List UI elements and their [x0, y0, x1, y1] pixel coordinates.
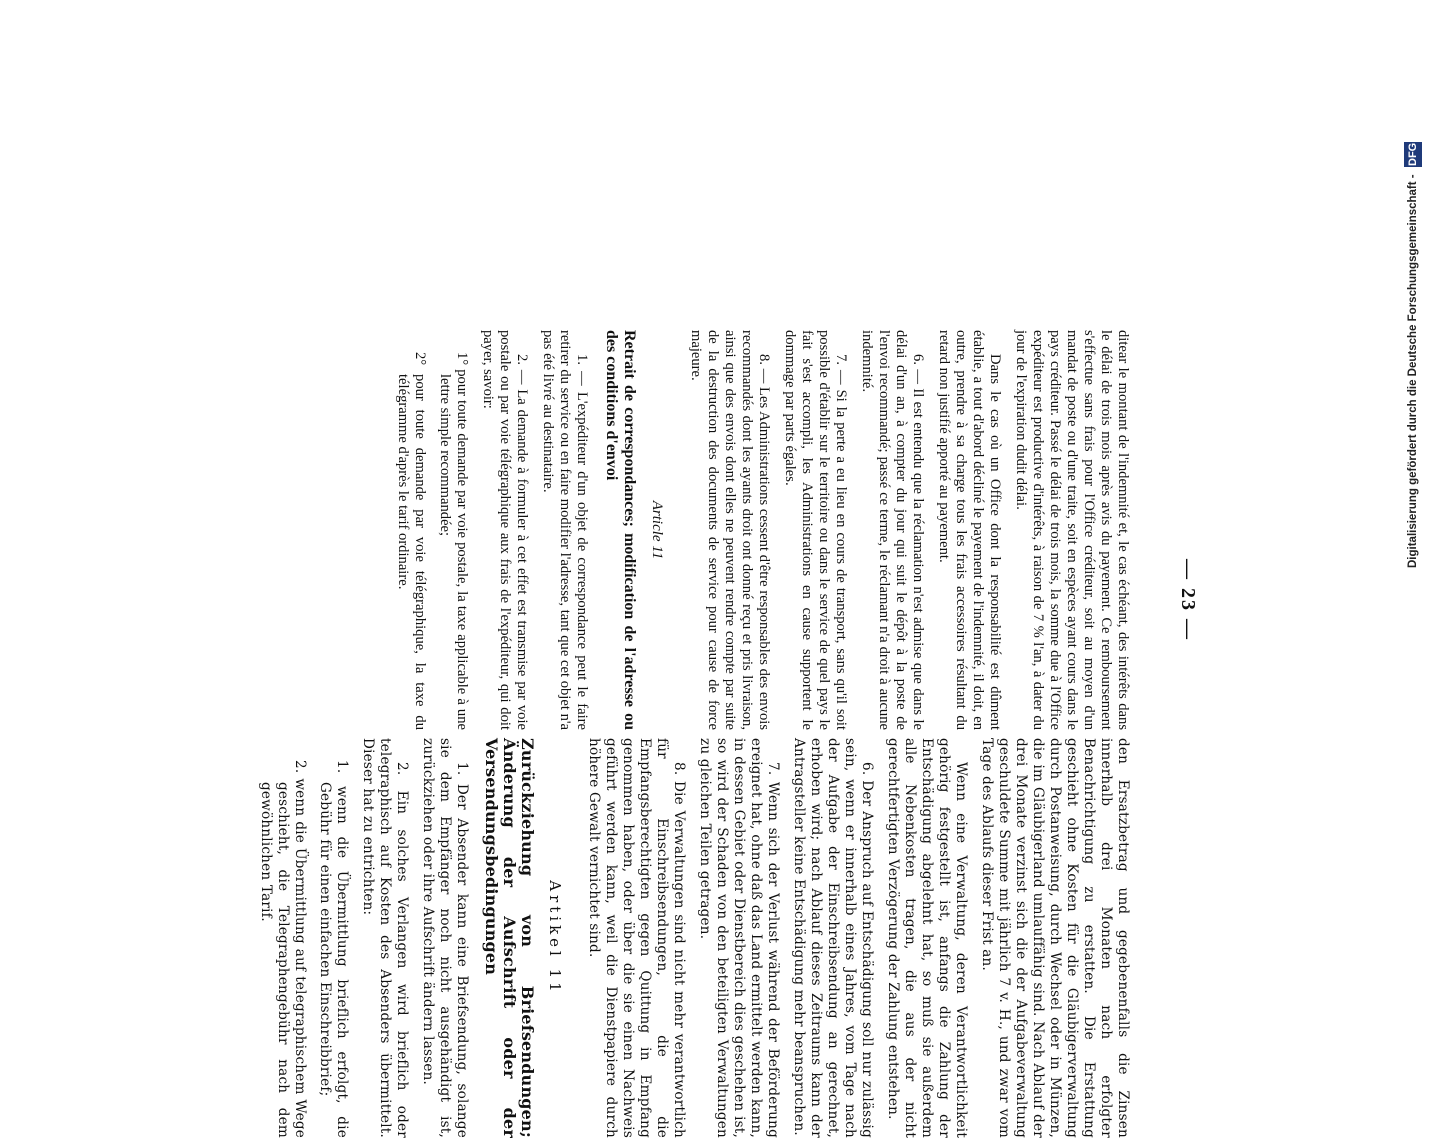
- french-column: [386, 330, 1131, 730]
- french-article-title: Retrait de correspondances; modification de l'adresse ou des conditions d'envoi: [603, 330, 638, 730]
- french-paragraph: 2. — La demande à formuler à cet effet est transmise par voie postale ou par voie télégraphique aux frais de l'expéditeur, qui doit payer, savoir:: [480, 330, 530, 730]
- credit-label: Digitalisierung gefördert durch die Deutsche Forschungsgemeinschaft -: [1407, 174, 1419, 568]
- german-article-heading: Artikel 11: [546, 880, 564, 996]
- german-paragraph: 1. Der Absender kann eine Briefsendung, solange sie dem Empfänger noch nicht ausgehändigt ist, zurückziehen oder ihre Aufschrift ändern lassen.: [420, 738, 470, 1138]
- german-list-item: 1. wenn die Übermittlung brieflich erfolgt, die Gebühr für einen einfachen Einschreibbrief;: [317, 760, 350, 1138]
- french-paragraph: Dans le cas où un Office dont la responsabilité est dûment établie, a tout d'abord décliné le payement de l'indemnité, il doit, en outre, prendre à sa charge tous les frais accessoires résultant du retard non justifié apporté au payement.: [936, 330, 1003, 730]
- german-list-item: 2. wenn die Übermittlung auf telegraphischem Wege geschieht, die Telegraphengebühr nach dem gewöhnlichen Tarif.: [258, 760, 308, 1138]
- german-paragraph: 2. Ein solches Verlangen wird brieflich oder telegraphisch auf Kosten des Absenders übermittelt. Dieser hat zu entrichten:: [360, 738, 410, 1138]
- page-number: — 23 —: [1177, 559, 1199, 641]
- digitization-credit: [1404, 8, 1428, 568]
- german-article-title: Zurückziehung von Briefsendungen; Änderung der Aufschrift oder der Versendungsbedingungen: [482, 738, 537, 1138]
- french-paragraph: ditear le montant de l'indemnité et, le cas échéant, des intérêts dans le délai de trois mois après avis du payement. Ce remboursement s'effectue sans frais pour l'Office créditeur, soit au moyen d'un mandat de poste ou d'une traite, soit en espèces ayant cours dans le pays créditeur. Passé le délai de trois mois, la somme due à l'Office expéditeur est productive d'intérêts, à raison de 7 % l'an, à dater du jour de l'expiration dudit délai.: [1013, 330, 1131, 730]
- german-paragraph: 7. Wenn sich der Verlust während der Beförderung ereignet hat, ohne daß das Land ermittelt werden kann, in dessen Gebiet oder Dienstbereich dies geschehen ist, so wird der Schaden von den beteiligten Verwaltungen zu gleichen Teilen getragen.: [697, 738, 781, 1138]
- french-paragraph: 7. — Si la perte a eu lieu en cours de transport, sans qu'il soit possible d'établir sur le territoire ou dans le service de quel pays le fait s'est accompli, les Administrations en cause supportent le dommage par parts égales.: [782, 330, 849, 730]
- french-list-item: 1° pour toute demande par voie postale, la taxe applicable à une lettre simple recommandée;: [437, 352, 470, 730]
- credit-text: [1404, 8, 1428, 568]
- french-paragraph: 6. — Il est entendu que la réclamation n'est admise que dans le délai d'un an, à compter du jour qui suit le dépôt à la poste de l'envoi recommandé; passé ce terme, le réclamant n'a droit à aucune indemnité.: [859, 330, 926, 730]
- dfg-logo: DFG: [1404, 142, 1422, 167]
- german-paragraph: 6. Der Anspruch auf Entschädigung soll nur zulässig sein, wenn er innerhalb eines Jahres, vom Tage nach der Aufgabe der Einschreibsendung an gerechnet, erhoben wird; nach Ablauf dieses Zeitraums kann der Antragsteller keine Entschädigung mehr beanspruchen.: [791, 738, 875, 1138]
- french-paragraph: 8. — Les Administrations cessent d'être responsables des envois recommandés dont les ayants droit ont donné reçu et pris livraison, ainsi que des envois dont elles ne peuvent rendre compte par suite de la destruction des documents de service pour cause de force majeure.: [688, 330, 772, 730]
- german-paragraph: den Ersatzbetrag und gegebenenfalls die Zinsen innerhalb drei Monaten nach erfolgter Benachrichtigung zu erstatten. Die Erstattung geschieht ohne Kosten für die Gläubigerverwaltung durch Postanweisung, durch Wechsel oder in Münzen, die im Gläubigerland umlauffähig sind. Nach Ablauf der drei Monate verzinst sich die der Aufgabeverwaltung geschuldete Summe mit jährlich 7 v. H., und zwar vom Tage des Ablaufs dieser Frist an.: [979, 738, 1131, 1138]
- german-paragraph: Wenn eine Verwaltung, deren Verantwortlichkeit gehörig festgestellt ist, anfangs die Zahlung der Entschädigung abgelehnt hat, so muß sie außerdem alle Nebenkosten tragen, die aus der nicht gerechtfertigten Verzögerung der Zahlung entstehen.: [885, 738, 969, 1138]
- rotated-page: [217, 200, 1217, 1138]
- german-paragraph: 8. Die Verwaltungen sind nicht mehr verantwortlich für Einschreibsendungen, die die Empfangsberechtigten gegen Quittung in Empfang genommen haben, oder über die sie einen Nachweis geführt werden kann, weil die Dienstpapiere durch höhere Gewalt vernichtet sind.: [586, 738, 687, 1138]
- french-article-heading: Article 11: [649, 500, 665, 560]
- german-column: [249, 738, 1131, 1138]
- french-list-item: 2° pour toute demande par voie télégraphique, la taxe du télégramme d'après le tarif ordinaire.: [395, 352, 428, 730]
- french-paragraph: 1. — L'expéditeur d'un objet de correspondance peut le faire retirer du service ou en faire modifier l'adresse, tant que cet objet n'a pas été livré au destinataire.: [540, 330, 590, 730]
